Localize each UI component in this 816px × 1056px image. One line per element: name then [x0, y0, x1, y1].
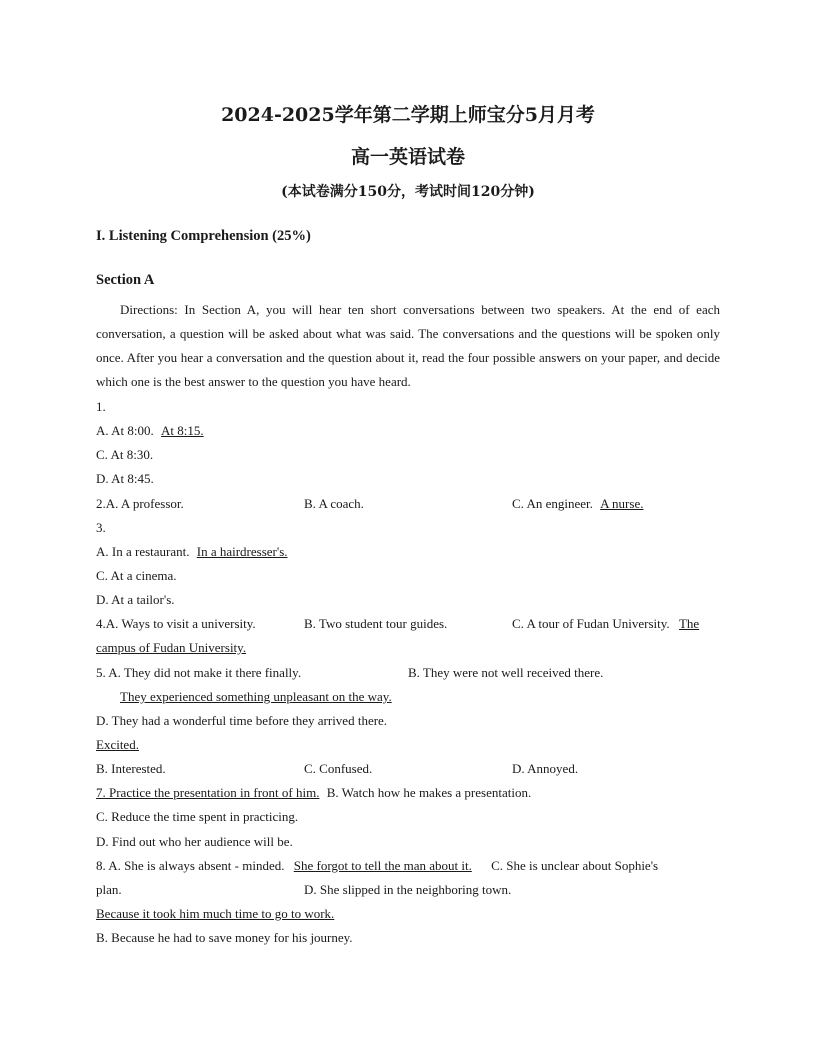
option-text: B. They were not well received there. [408, 665, 604, 680]
answer-text: A nurse. [600, 496, 644, 511]
answer-text: Excited. [96, 737, 139, 752]
part-heading: I. Listening Comprehension (25%) [96, 228, 311, 244]
option-text: 5. A. They did not make it there finally. [96, 665, 302, 680]
answer-text: She forgot to tell the man about it. [293, 858, 472, 873]
answer-text: In a hairdresser's. [196, 544, 288, 559]
option-text: C. At 8:30. [96, 447, 154, 462]
option-text: C. Confused. [304, 761, 373, 776]
option-text: B. A coach. [304, 496, 364, 511]
option-text: D. They had a wonderful time before they arrived there. [96, 713, 388, 728]
option-text: A. In a restaurant. [96, 544, 190, 559]
option-line [96, 423, 204, 439]
exam-title: 2024-2025学年第二学期上师宝分5月月考 [221, 104, 595, 126]
answer-text: The [678, 616, 700, 631]
option-text: A. At 8:00. [96, 423, 154, 438]
option-text: D. Find out who her audience will be. [96, 834, 293, 849]
option-text: plan. [96, 882, 122, 897]
option-text: C. A tour of Fudan University. [512, 616, 670, 631]
option-text: D. At 8:45. [96, 471, 154, 486]
answer-text: They experienced something unpleasant on the way. [120, 689, 392, 704]
answer-text: At 8:15. [161, 423, 204, 438]
option-text: 4.A. Ways to visit a university. [96, 616, 256, 631]
option-line [512, 496, 643, 512]
question-number: 3. [96, 520, 106, 535]
option-text: D. Annoyed. [512, 761, 579, 776]
option-line [96, 544, 288, 560]
answer-text: campus of Fudan University. [96, 640, 247, 655]
option-line [512, 616, 699, 632]
option-line [96, 858, 658, 874]
option-text: 8. A. She is always absent - minded. [96, 858, 285, 873]
directions-paragraph: Directions: In Section A, you will hear ten short conversations between two speakers. At the end of each conversation, a question will be asked about what was said. The conversations and the questions will be spoken only once. After you hear a conversation and the question about it, read the four possible answers on your paper, and decide which one is the best answer to the question you have heard. [96, 302, 720, 389]
answer-text: Because it took him much time to go to work. [96, 906, 335, 921]
option-text: D. At a tailor's. [96, 592, 175, 607]
option-text: C. She is unclear about Sophie's [491, 858, 659, 873]
option-text: C. An engineer. [512, 496, 593, 511]
answer-text: 7. Practice the presentation in front of him. [96, 785, 320, 800]
option-text: B. Watch how he makes a presentation. [326, 785, 532, 800]
option-text: B. Because he had to save money for his journey. [96, 930, 353, 945]
exam-subtitle: 高一英语试卷 [350, 146, 465, 168]
option-line [96, 785, 531, 801]
option-text: C. Reduce the time spent in practicing. [96, 809, 299, 824]
option-text: D. She slipped in the neighboring town. [304, 882, 512, 897]
option-text: B. Interested. [96, 761, 166, 776]
option-text: C. At a cinema. [96, 568, 177, 583]
section-heading: Section A [96, 272, 155, 288]
option-text: 2.A. A professor. [96, 496, 184, 511]
question-number: 1. [96, 399, 106, 414]
option-text: B. Two student tour guides. [304, 616, 448, 631]
exam-note: (本试卷满分150分，考试时间120分钟) [281, 184, 535, 200]
